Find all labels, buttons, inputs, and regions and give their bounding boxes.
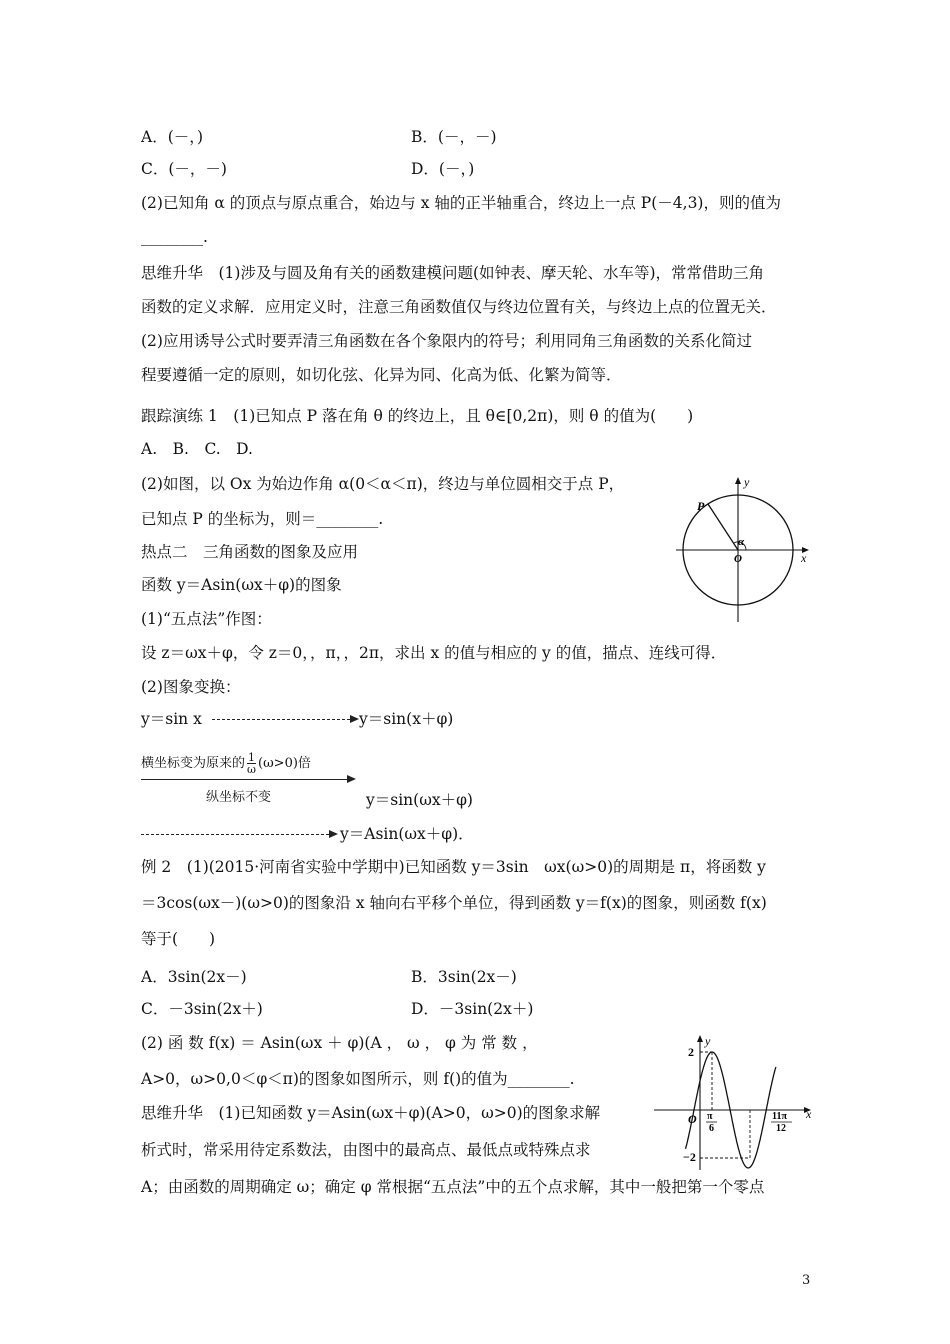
x-axis-label: x (806, 1107, 812, 1121)
transform-2-label-top: 横坐标变为原来的 $\frac{1}{\omega}$ (ω>0)倍 (141, 751, 311, 776)
pi-over-6-numerator: π (707, 1111, 713, 1122)
option-d: D．－3sin(2x＋) (411, 1000, 534, 1018)
alpha-label: α (738, 536, 745, 548)
option-c: C．(－，－) (141, 160, 227, 178)
example-2-question-2: A>0，ω>0,0＜φ＜π)的图象如图所示，则 f()的值为________. (141, 1070, 575, 1088)
x-axis-label: x (801, 551, 807, 565)
11pi-over-12-numerator: 11π (772, 1111, 787, 1122)
siwei-paragraph-1: 程要遵循一定的原则，如切化弦、化异为同、化高为低、化繁为简等． (141, 366, 622, 384)
transform-2-right: y＝sin(ωx＋φ) (366, 791, 473, 809)
option-a: A．(－，) (141, 128, 204, 146)
subsection-heading: 函数 y＝Asin(ωx＋φ)的图象 (141, 576, 342, 594)
section-heading: 热点二 三角函数的图象及应用 (141, 543, 359, 561)
transform-3-arrow (141, 834, 329, 835)
siwei-paragraph-1: (2)应用诱导公式时要弄清三角函数在各个象限内的符号；利用同角三角函数的关系化简过 (141, 332, 752, 350)
genzong-question-1: 跟踪演练 1 (1)已知点 P 落在角 θ 的终边上，且 θ∈[0,2π)，则 θ 的值为( ) (141, 407, 694, 425)
option-c: C．－3sin(2x＋) (141, 1000, 263, 1018)
five-point-body: 设 z＝ωx＋φ，令 z＝0，，π，，2π，求出 x 的值与相应的 y 的值，描点、连线可得． (141, 644, 727, 662)
y-axis-arrow (735, 477, 741, 484)
option-d: D．(－，) (411, 160, 475, 178)
option-a: A．3sin(2x－) (141, 968, 247, 986)
origin-label: O (688, 1112, 697, 1126)
origin-label: O (734, 553, 742, 565)
example-2-line: 等于( ) (141, 930, 216, 948)
question-2-text: (2)已知角 α 的顶点与原点重合，始边与 x 轴的正半轴重合，终边上一点 P(－4,3)，则的值为 (141, 194, 781, 212)
y-axis-label: y (744, 475, 750, 489)
option-b: B．(－，－) (411, 128, 497, 146)
y-axis-arrow (697, 1035, 703, 1042)
transform-3-arrowhead (329, 830, 338, 838)
page-number: 3 (802, 1273, 811, 1288)
example-2-question-2: (2) 函 数 f(x) ＝ Asin(ωx ＋ φ)(A ， ω ， φ 为 常 数 ， (141, 1034, 538, 1052)
pi-over-6-denominator: 6 (709, 1123, 714, 1134)
transform-2-arrow (141, 779, 347, 780)
transform-1-left: y＝sin x (141, 710, 202, 728)
transform-1-arrowhead (350, 715, 359, 723)
transform-3-right: y＝Asin(ωx＋φ)． (340, 825, 474, 843)
11pi-over-12-denominator: 12 (776, 1123, 786, 1134)
five-point-title: (1)“五点法”作图： (141, 610, 272, 628)
example-2-line: 例 2 (1)(2015·河南省实验中学期中)已知函数 y＝3sin ωx(ω>0)的周期是 π，将函数 y (141, 858, 766, 876)
min-value-label: −2 (683, 1150, 696, 1164)
siwei-paragraph-1: 函数的定义求解．应用定义时，注意三角函数值仅与终边位置有关，与终边上点的位置无关． (141, 298, 777, 316)
terminal-side (708, 504, 738, 550)
siwei-paragraph-2: 思维升华 (1)已知函数 y＝Asin(ωx＋φ)(A>0，ω>0)的图象求解 (141, 1104, 601, 1122)
unit-circle-figure (668, 470, 818, 630)
transform-title: (2)图象变换： (141, 678, 241, 696)
transform-1-right: y＝sin(x＋φ) (359, 710, 454, 728)
transform-2-arrowhead (347, 775, 356, 783)
siwei-paragraph-1: 思维升华 (1)涉及与圆及角有关的函数建模问题(如钟表、摩天轮、水车等)，常常借助三角 (141, 264, 765, 282)
genzong-question-2: (2)如图，以 Ox 为始边作角 α(0＜α＜π)，终边与单位圆相交于点 P， (141, 475, 625, 493)
question-2-blank: ________. (141, 228, 208, 246)
option-b: B．3sin(2x－) (411, 968, 517, 986)
y-axis-label: y (705, 1034, 711, 1048)
sine-graph-figure (652, 1034, 822, 1174)
transform-2-label-bottom: 纵坐标不变 (206, 790, 272, 805)
example-2-line: ＝3cos(ωx－)(ω>0)的图象沿 x 轴向右平移个单位，得到函数 y＝f(x)的图象，则函数 f(x) (141, 894, 767, 912)
transform-1-arrow (212, 719, 350, 720)
point-p-label: P (697, 499, 705, 513)
genzong-question-2-blank: 已知点 P 的坐标为，则＝________. (141, 510, 384, 528)
siwei-paragraph-2: 析式时，常采用待定系数法，由图中的最高点、最低点或特殊点求 (141, 1141, 591, 1159)
max-value-label: 2 (688, 1045, 694, 1059)
siwei-paragraph-2: A；由函数的周期确定 ω；确定 φ 常根据“五点法”中的五个点求解，其中一般把第一个零点 (141, 1178, 765, 1196)
genzong-options: A. B. C. D. (141, 440, 253, 458)
